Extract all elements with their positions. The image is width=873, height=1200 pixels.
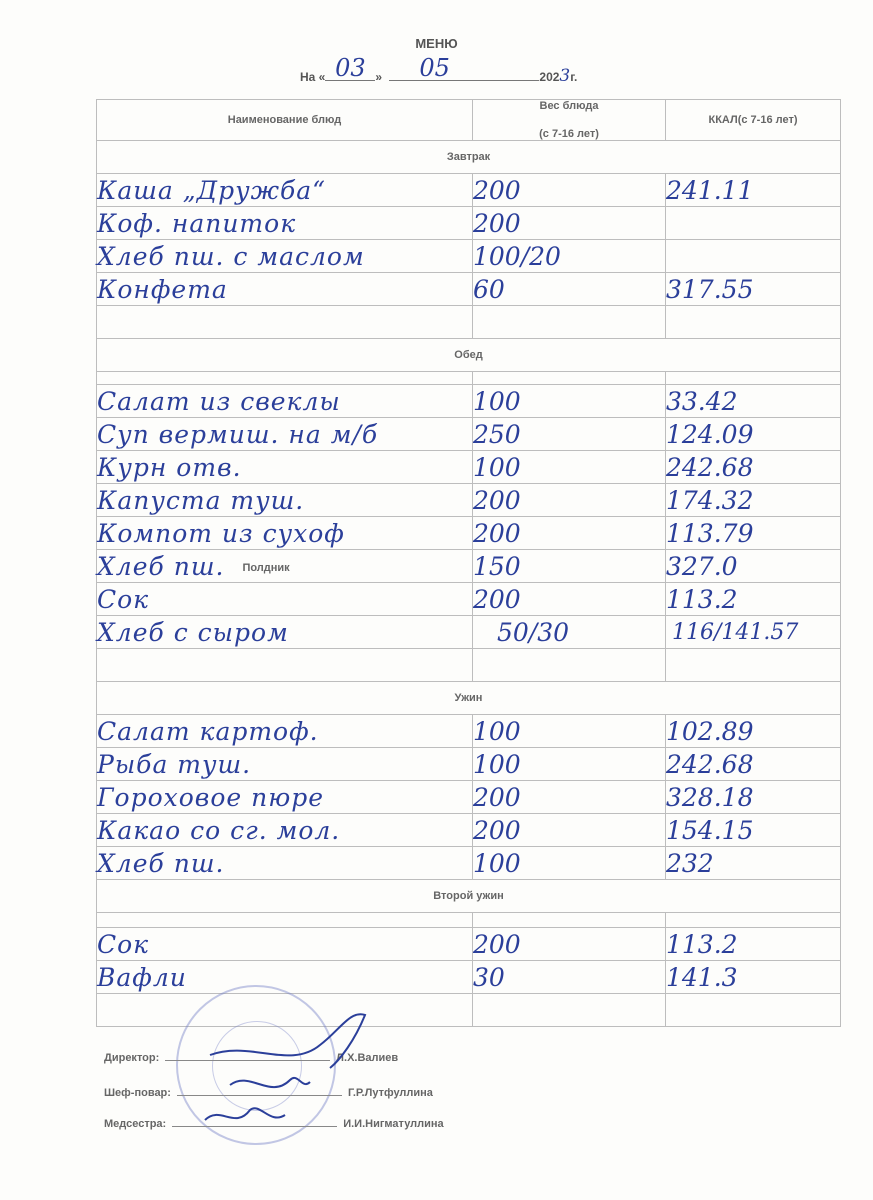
dish-name: Каша „Дружба“ [97,174,473,207]
menu-table [96,99,841,1027]
dish-kcal: 242.68 [666,451,841,484]
dish-weight: 60 [473,273,666,306]
dish-kcal: 113.2 [666,928,841,961]
dish-name: Компот из сухоф [97,517,473,550]
dish-kcal: 116/141.57 [666,616,841,649]
col-weight-label: Вес блюда [539,100,599,112]
year-suffix: г. [570,70,578,84]
section-lunch [97,339,841,372]
table-row [97,583,841,616]
dish-kcal: 317.55 [666,273,841,306]
dish-name: Салат из свеклы [97,385,473,418]
dish-name: Хлеб пш. с маслом [97,240,473,273]
table-row-empty [97,913,841,928]
col-name-header: Наименование блюд [97,100,473,141]
handwritten-signatures [190,1010,390,1150]
dish-name: Сок [97,928,473,961]
table-row [97,616,841,649]
dish-kcal: 232 [666,847,841,880]
date-mid: » [375,70,383,84]
dish-kcal: 124.09 [666,418,841,451]
dish-kcal: 327.0 [666,550,841,583]
dish-weight: 200 [473,484,666,517]
table-row [97,484,841,517]
month-value: 05 [419,54,450,82]
table-row [97,961,841,994]
director-name: Л.Х.Валиев [336,1052,399,1064]
dish-weight: 100 [473,385,666,418]
dish-name: Хлеб пш. [97,551,225,581]
dish-kcal: 241.11 [666,174,841,207]
dish-kcal: 141.3 [666,961,841,994]
table-row-empty [97,649,841,682]
dish-weight: 100 [473,748,666,781]
section-breakfast [97,141,841,174]
dish-name: Хлеб с сыром [97,616,473,649]
table-row-spacer [97,372,841,385]
dish-kcal: 154.15 [666,814,841,847]
dish-weight: 150 [473,550,666,583]
day-value: 03 [335,54,366,82]
section-dinner [97,682,841,715]
table-row [97,385,841,418]
table-row [97,781,841,814]
section-second-dinner [97,880,841,913]
year-digit: 3 [559,66,571,86]
table-row [97,174,841,207]
dish-name-cell [97,550,473,583]
dish-kcal: 242.68 [666,748,841,781]
section-snack-label: Полдник [242,562,290,574]
col-kcal-header: ККАЛ(с 7-16 лет) [666,100,841,141]
table-row [97,451,841,484]
dish-weight: 250 [473,418,666,451]
dish-name: Вафли [97,961,473,994]
section-label: Второй ужин [97,880,841,913]
table-row-empty [97,306,841,339]
year-prefix: 202 [539,70,560,84]
dish-weight: 200 [473,583,666,616]
day-field [325,54,375,82]
dish-weight: 200 [473,174,666,207]
nurse-label: Медсестра: [104,1118,167,1130]
month-field [389,54,539,82]
date-prefix: На « [300,70,326,84]
dish-name: Суп вермиш. на м/б [97,418,473,451]
table-row [97,814,841,847]
nurse-name: И.И.Нигматуллина [343,1118,444,1130]
date-line [300,54,578,86]
dish-weight: 100/20 [473,240,666,273]
table-row [97,207,841,240]
dish-kcal: 113.2 [666,583,841,616]
dish-kcal [666,240,841,273]
menu-title: МЕНЮ [415,36,458,51]
table-row [97,240,841,273]
section-label: Обед [97,339,841,372]
dish-name: Рыба туш. [97,748,473,781]
dish-weight: 100 [473,847,666,880]
table-row [97,847,841,880]
dish-name: Сок [97,583,473,616]
director-label: Директор: [104,1052,160,1064]
dish-name: Конфета [97,273,473,306]
col-weight-sublabel: (с 7-16 лет) [539,128,599,140]
dish-name: Салат картоф. [97,715,473,748]
table-row [97,748,841,781]
col-weight-header [473,100,666,141]
dish-kcal: 102.89 [666,715,841,748]
dish-weight: 50/30 [473,616,666,649]
dish-kcal: 113.79 [666,517,841,550]
dish-name: Курн отв. [97,451,473,484]
dish-kcal: 174.32 [666,484,841,517]
dish-name: Хлеб пш. [97,847,473,880]
dish-weight: 200 [473,517,666,550]
table-row [97,928,841,961]
dish-weight: 200 [473,928,666,961]
dish-weight: 30 [473,961,666,994]
dish-name: Какао со сг. мол. [97,814,473,847]
dish-weight: 200 [473,781,666,814]
section-label: Завтрак [97,141,841,174]
table-row [97,418,841,451]
dish-kcal [666,207,841,240]
table-header-row [97,100,841,141]
section-label: Ужин [97,682,841,715]
dish-name: Коф. напиток [97,207,473,240]
dish-weight: 100 [473,451,666,484]
dish-weight: 200 [473,814,666,847]
dish-name: Гороховое пюре [97,781,473,814]
table-row [97,273,841,306]
dish-name: Капуста туш. [97,484,473,517]
table-row [97,550,841,583]
table-row [97,715,841,748]
dish-kcal: 33.42 [666,385,841,418]
dish-weight: 200 [473,207,666,240]
chef-name: Г.Р.Лутфуллина [347,1087,433,1099]
dish-weight: 100 [473,715,666,748]
table-row [97,517,841,550]
chef-label: Шеф-повар: [104,1087,171,1099]
dish-kcal: 328.18 [666,781,841,814]
